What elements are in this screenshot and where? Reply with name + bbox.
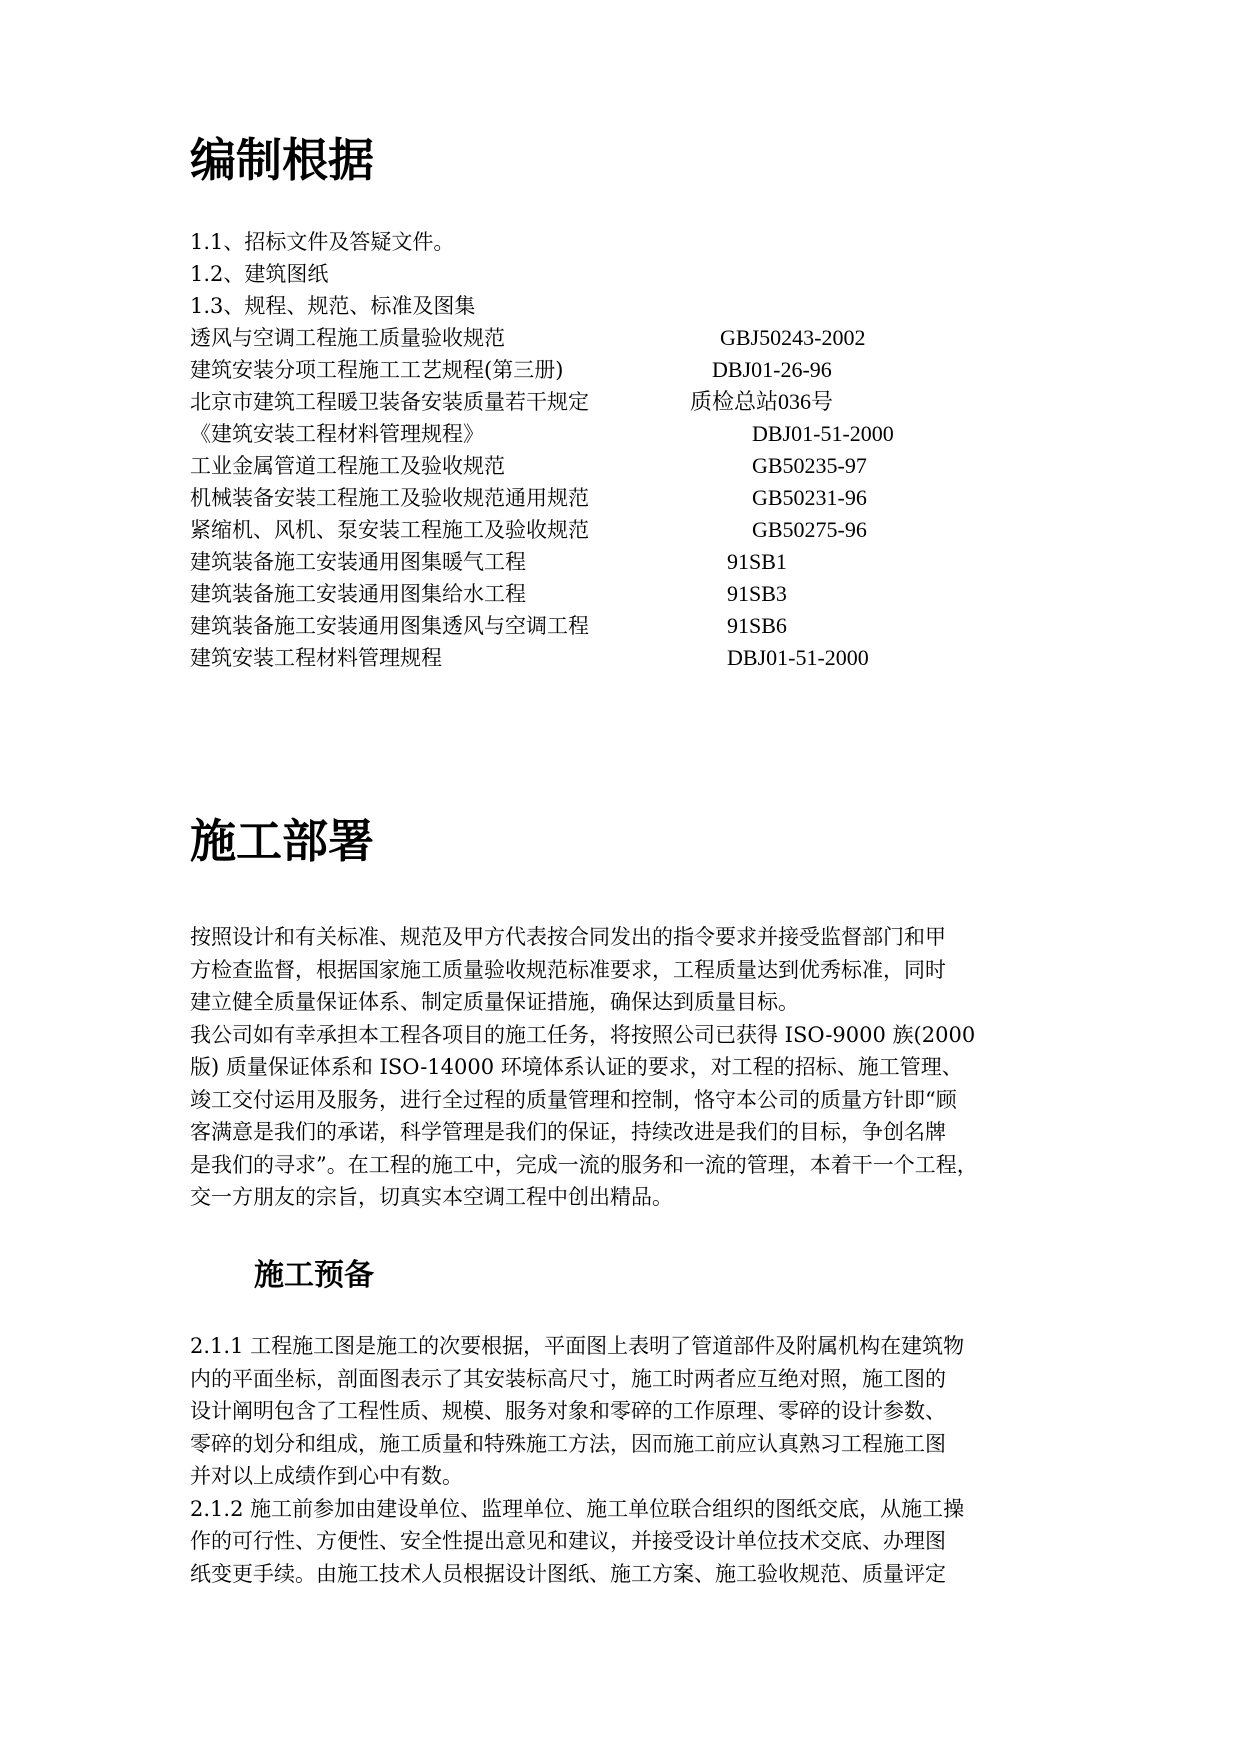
paragraph-line: 按照设计和有关标准、规范及甲方代表按合同发出的指令要求并接受监督部门和甲 — [190, 925, 946, 949]
paragraph-line: 内的平面坐标，剖面图表示了其安装标高尺寸，施工时两者应互绝对照，施工图的 — [190, 1366, 946, 1391]
paragraph-line: 2.1.1 工程施工图是施工的次要根据，平面图上表明了管道部件及附属机构在建筑物 — [190, 1334, 965, 1358]
reference-code: GB50231-96 — [752, 485, 867, 510]
reference-row — [190, 546, 1090, 578]
reference-code: DBJ01-26-96 — [712, 357, 832, 382]
reference-code: 91SB3 — [727, 581, 787, 606]
reference-row — [190, 514, 1090, 546]
reference-title: 透风与空调工程施工质量验收规范 — [190, 326, 505, 350]
reference-code: DBJ01-51-2000 — [727, 645, 869, 670]
reference-row — [190, 386, 1090, 418]
list-item: 1.3、规程、规范、标准及图集 — [190, 294, 476, 318]
reference-code: GB50275-96 — [752, 517, 867, 542]
reference-title: 北京市建筑工程暖卫装备安装质量若干规定 — [190, 390, 589, 414]
paragraph — [190, 921, 1090, 1214]
paragraph-line: 纸变更手续。由施工技术人员根据设计图纸、施工方案、施工验收规范、质量评定 — [190, 1561, 946, 1586]
paragraph-line: 方检查监督，根据国家施工质量验收规范标准要求，工程质量达到优秀标准，同时 — [190, 957, 946, 982]
paragraph-line: 零碎的划分和组成，施工质量和特殊施工方法，因而施工前应认真熟习工程施工图 — [190, 1431, 946, 1456]
reference-row — [190, 610, 1090, 642]
reference-title: 机械装备安装工程施工及验收规范通用规范 — [190, 486, 589, 510]
reference-title: 建筑装备施工安装通用图集透风与空调工程 — [190, 614, 589, 638]
reference-row — [190, 482, 1090, 514]
reference-title: 紧缩机、风机、泵安装工程施工及验收规范 — [190, 518, 589, 542]
paragraph-line: 2.1.2 施工前参加由建设单位、监理单位、施工单位联合组织的图纸交底，从施工操 — [190, 1496, 965, 1521]
paragraph-line: 版) 质量保证体系和 ISO-14000 环境体系认证的要求，对工程的招标、施工管理、 — [190, 1055, 963, 1079]
reference-code: GB50235-97 — [752, 453, 867, 478]
reference-code: GBJ50243-2002 — [720, 325, 866, 350]
reference-title: 《建筑安装工程材料管理规程》 — [190, 422, 484, 446]
paragraph-line: 建立健全质量保证体系、制定质量保证措施，确保达到质量目标。 — [190, 990, 799, 1014]
reference-code: 91SB6 — [727, 613, 787, 638]
paragraph-line: 设计阐明包含了工程性质、规模、服务对象和零碎的工作原理、零碎的设计参数、 — [190, 1399, 946, 1423]
reference-title: 建筑装备施工安装通用图集暖气工程 — [190, 550, 526, 574]
paragraph — [190, 1330, 1090, 1590]
list-item: 1.1、招标文件及答疑文件。 — [190, 230, 455, 254]
subsection-title-preparation: 施工预备 — [254, 1258, 374, 1293]
section-title-deployment: 施工部署 — [190, 814, 374, 868]
reference-title: 建筑安装工程材料管理规程 — [190, 646, 442, 670]
reference-row — [190, 642, 1090, 674]
paragraph-line: 客满意是我们的承诺，科学管理是我们的保证，持续改进是我们的目标，争创名牌 — [190, 1120, 946, 1144]
list-item: 1.2、建筑图纸 — [190, 262, 329, 286]
reference-code: DBJ01-51-2000 — [752, 421, 894, 446]
reference-title: 工业金属管道工程施工及验收规范 — [190, 454, 505, 478]
paragraph-line: 我公司如有幸承担本工程各项目的施工任务，将按照公司已获得 ISO-9000 族(2000 — [190, 1022, 976, 1047]
paragraph-line: 竣工交付运用及服务，进行全过程的质量管理和控制，恪守本公司的质量方针即“顾 — [190, 1087, 957, 1112]
reference-row — [190, 450, 1090, 482]
reference-row — [190, 418, 1090, 450]
reference-code: 91SB1 — [727, 549, 787, 574]
reference-title: 建筑装备施工安装通用图集给水工程 — [190, 582, 526, 606]
section-title-basis: 编制根据 — [190, 133, 374, 187]
reference-title: 建筑安装分项工程施工工艺规程(第三册) — [190, 358, 564, 382]
reference-row — [190, 578, 1090, 610]
paragraph-line: 作的可行性、方便性、安全性提出意见和建议，并接受设计单位技术交底、办理图 — [190, 1529, 946, 1553]
reference-row — [190, 354, 1090, 386]
reference-row — [190, 322, 1090, 354]
paragraph-line: 交一方朋友的宗旨，切真实本空调工程中创出精品。 — [190, 1185, 673, 1209]
paragraph-line: 是我们的寻求”。在工程的施工中，完成一流的服务和一流的管理，本着干一个工程， — [190, 1152, 978, 1177]
reference-code: 质检总站036号 — [690, 389, 834, 414]
paragraph-line: 并对以上成绩作到心中有数。 — [190, 1464, 463, 1488]
